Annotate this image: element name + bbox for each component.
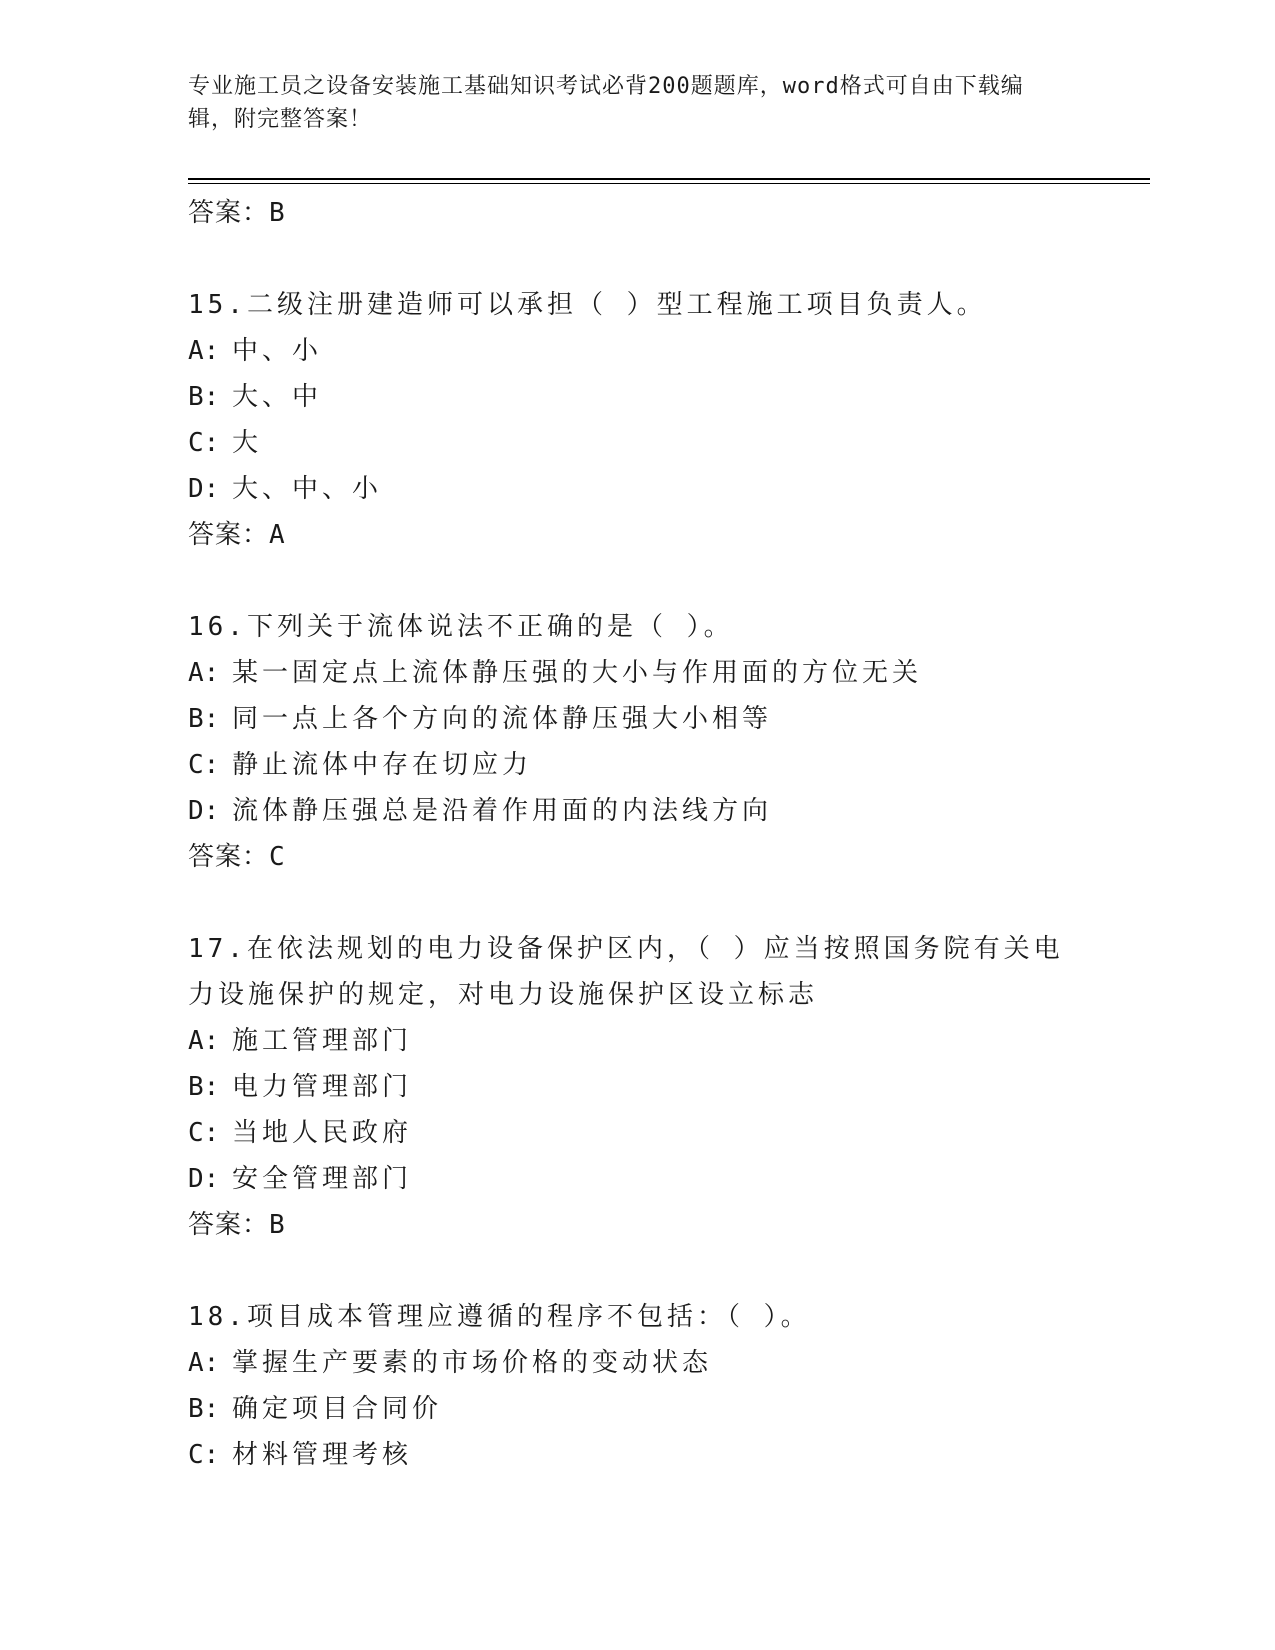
option-b — [188, 1064, 1088, 1110]
option-letter: C: — [188, 750, 220, 780]
option-text: 掌握生产要素的市场价格的变动状态 — [232, 1348, 713, 1378]
answer-line: 答案：C — [188, 842, 286, 872]
option-text: 施工管理部门 — [232, 1026, 413, 1056]
option-text: 同一点上各个方向的流体静压强大小相等 — [232, 704, 773, 734]
option-a — [188, 328, 1088, 374]
option-letter: B: — [188, 704, 220, 734]
option-a — [188, 650, 1088, 696]
option-d — [188, 1156, 1088, 1202]
option-d — [188, 466, 1088, 512]
page-header: 专业施工员之设备安装施工基础知识考试必背200题题库，word格式可自由下载编辑，附完整答案！ — [188, 74, 1024, 132]
question-text: 16.下列关于流体说法不正确的是（ ）。 — [188, 612, 734, 642]
option-letter: A: — [188, 658, 220, 688]
question-block — [188, 282, 1088, 558]
option-c — [188, 1432, 1088, 1478]
option-d — [188, 788, 1088, 834]
question-text: 18.项目成本管理应遵循的程序不包括：（ ）。 — [188, 1302, 811, 1332]
option-b — [188, 1386, 1088, 1432]
option-letter: A: — [188, 1026, 220, 1056]
option-letter: D: — [188, 474, 220, 504]
header-rule-thin — [188, 183, 1150, 184]
option-letter: A: — [188, 1348, 220, 1378]
option-letter: D: — [188, 796, 220, 826]
option-text: 确定项目合同价 — [232, 1394, 443, 1424]
header-rule-thick — [188, 178, 1150, 180]
option-text: 某一固定点上流体静压强的大小与作用面的方位无关 — [232, 658, 923, 688]
option-letter: B: — [188, 1072, 220, 1102]
option-text: 大、中 — [232, 382, 323, 412]
option-letter: C: — [188, 1440, 220, 1470]
answer-line: 答案：B — [188, 198, 286, 228]
option-text: 中、小 — [232, 336, 323, 366]
option-text: 大 — [232, 428, 263, 458]
option-text: 材料管理考核 — [232, 1440, 413, 1470]
option-b — [188, 696, 1088, 742]
answer-line: 答案：A — [188, 520, 286, 550]
option-a — [188, 1018, 1088, 1064]
question-text: 17.在依法规划的电力设备保护区内，（ ）应当按照国务院有关电力设施保护的规定，对电力设施保护区设立标志 — [188, 934, 1064, 1010]
option-b — [188, 374, 1088, 420]
option-letter: A: — [188, 336, 220, 366]
question-block — [188, 1294, 1088, 1478]
question-text: 15.二级注册建造师可以承担（ ）型工程施工项目负责人。 — [188, 290, 987, 320]
option-text: 电力管理部门 — [232, 1072, 413, 1102]
option-letter: C: — [188, 1118, 220, 1148]
option-a — [188, 1340, 1088, 1386]
option-text: 静止流体中存在切应力 — [232, 750, 533, 780]
question-list — [188, 190, 1088, 1478]
option-text: 当地人民政府 — [232, 1118, 413, 1148]
option-letter: D: — [188, 1164, 220, 1194]
option-text: 大、中、小 — [232, 474, 383, 504]
option-text: 安全管理部门 — [232, 1164, 413, 1194]
question-block — [188, 604, 1088, 880]
question-block — [188, 926, 1088, 1248]
answer-line: 答案：B — [188, 1210, 286, 1240]
option-letter: B: — [188, 1394, 220, 1424]
option-letter: B: — [188, 382, 220, 412]
option-c — [188, 742, 1088, 788]
option-text: 流体静压强总是沿着作用面的内法线方向 — [232, 796, 773, 826]
option-c — [188, 420, 1088, 466]
option-letter: C: — [188, 428, 220, 458]
option-c — [188, 1110, 1088, 1156]
